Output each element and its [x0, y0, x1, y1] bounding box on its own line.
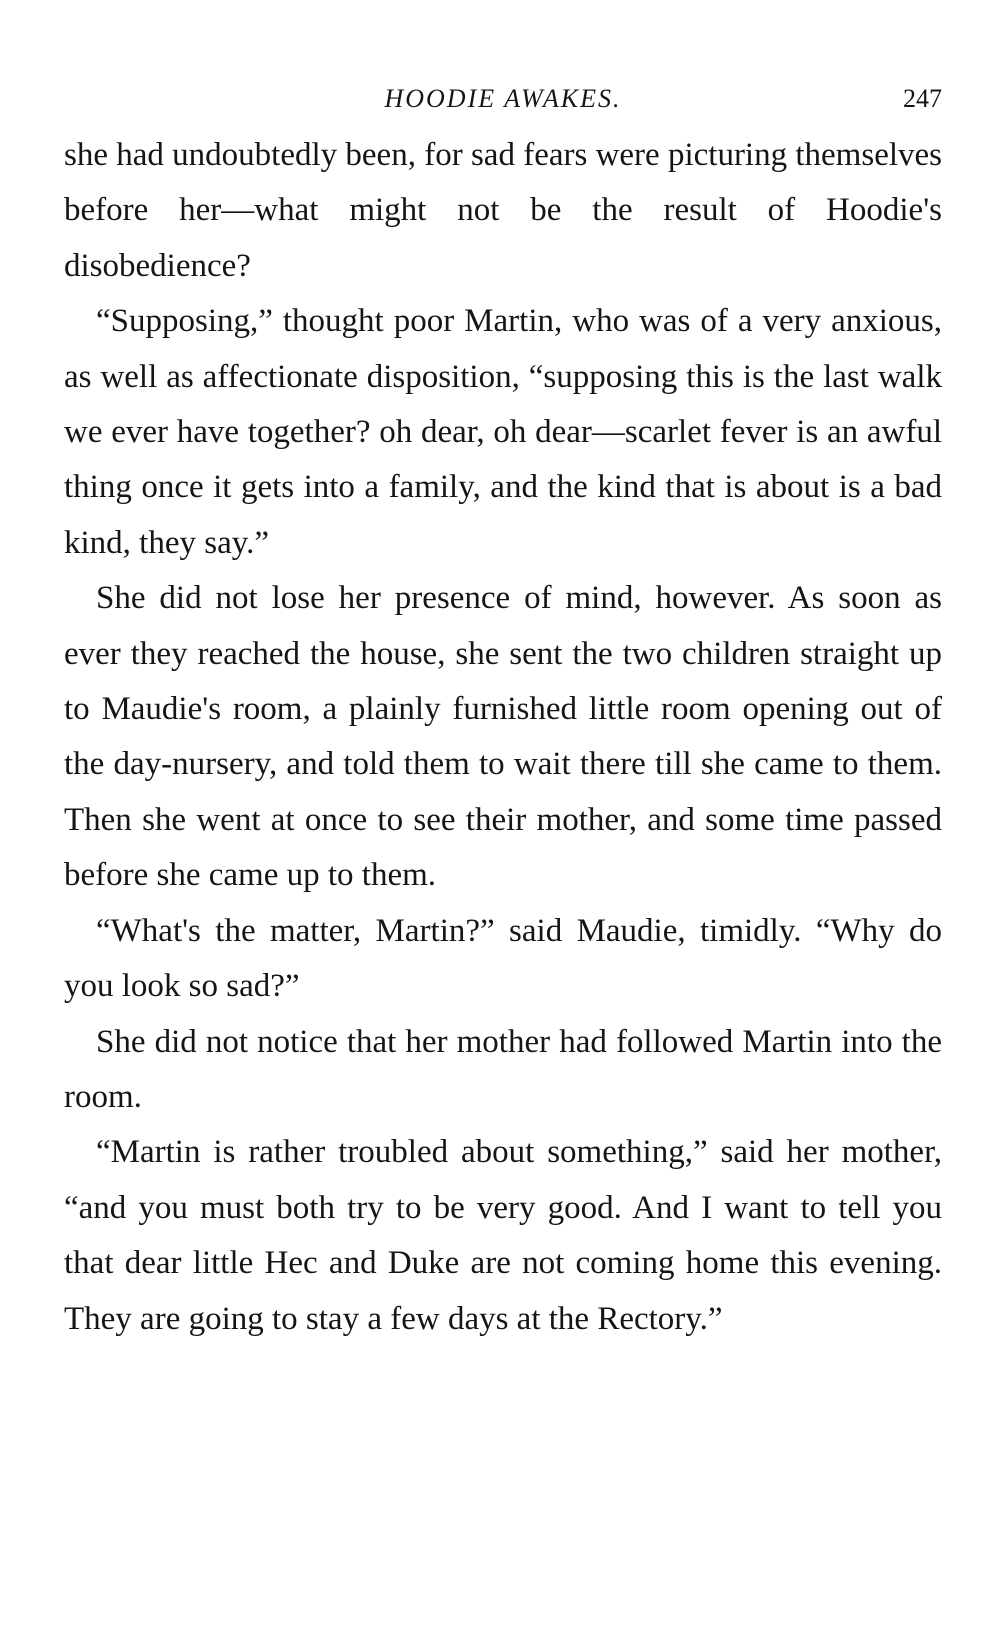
paragraph-2: “Supposing,” thought poor Martin, who was of a very anxious, as well as affectionate disposition, “supposing this is the last walk we ever have together? oh dear, oh dear—scarlet fever is an awful thing once it gets into a family, and the kind that is about is a bad kind, they say.”: [64, 303, 942, 561]
running-head: [64, 78, 942, 122]
body-text: [64, 128, 942, 1347]
running-title: HOODIE AWAKES.: [384, 84, 622, 113]
paragraph-3: She did not lose her presence of mind, however. As soon as ever they reached the house, she sent the two children straight up to Maudie's room, a plainly furnished little room opening out of the day-nursery, and told them to wait there till she came to them. Then she went at once to see their mother, and some time passed before she came up to them.: [64, 580, 942, 894]
paragraph-4: “What's the matter, Martin?” said Maudie, timidly. “Why do you look so sad?”: [64, 912, 942, 1005]
paragraph-6: “Martin is rather troubled about something,” said her mother, “and you must both try to be very good. And I want to tell you that dear little Hec and Duke are not coming home this evening. They are going to stay a few days at the Rectory.”: [64, 1134, 942, 1337]
paragraph-1: she had undoubtedly been, for sad fears were picturing themselves before her—what might not be the result of Hoodie's disobedience?: [64, 137, 942, 284]
page-number: 247: [903, 84, 942, 113]
book-page: [64, 78, 942, 1347]
paragraph-5: She did not notice that her mother had followed Martin into the room.: [64, 1023, 942, 1115]
